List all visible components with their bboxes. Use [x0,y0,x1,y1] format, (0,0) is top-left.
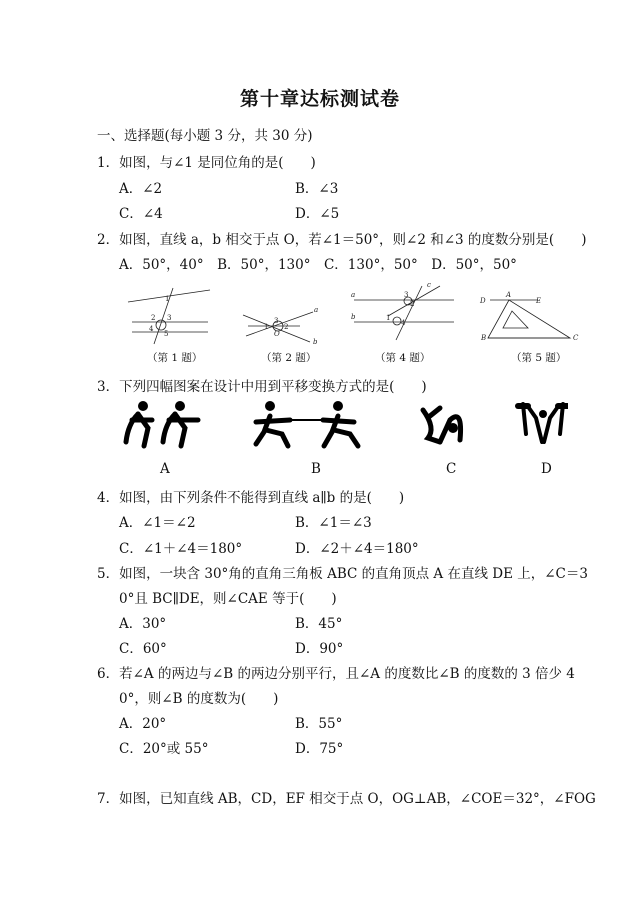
figure-1-label-4: 4 [149,325,154,333]
question-2-stem: 2．如图，直线 a，b 相交于点 O，若∠1＝50°，则∠2 和∠3 的度数分别是( ) [97,232,587,248]
question-6-option-d: D．75° [295,741,344,757]
figure-5-label-c: C [573,334,579,342]
figure-5-label-d: D [480,297,486,305]
figure-1-label-2: 2 [151,314,156,322]
figure-5-caption: （第 5 题） [511,352,567,364]
question-1-option-d: D．∠5 [295,206,340,222]
section-heading: 一、选择题(每小题 3 分，共 30 分) [97,128,313,144]
figure-2-label-3: 3 [274,317,279,325]
figure-1-label-5: 5 [164,330,169,338]
figure-4-label-2: 2 [410,300,415,308]
figures-row [118,280,588,350]
question-5-option-a: A．30° [119,616,167,632]
figure-2-caption: （第 2 题） [261,352,317,364]
figure-1-label-3: 3 [167,314,172,322]
figure-4-label-c: c [427,281,431,289]
figure-1-label-1: 1 [165,295,170,303]
figure-2-label-1: 1 [264,323,269,331]
figure-2-label-o: O [274,330,280,338]
figure-5-label-b: B [481,334,487,342]
pictogram-c-icon [423,408,461,442]
pictogram-b-icon [256,401,358,446]
question-4-option-a: A．∠1＝∠2 [119,515,196,531]
question-1-option-a: A．∠2 [119,181,163,197]
figure-4-label-1: 1 [386,314,391,322]
question-6-option-c: C．20°或 55° [119,741,209,757]
question-2-options: A．50°，40° B．50°，130° C．130°，50° D．50°，50° [119,257,517,273]
question-4-option-d: D．∠2＋∠4＝180° [295,541,419,557]
figure-5-label-a: A [506,291,512,299]
question-3-pictograms [118,398,568,456]
question-5-option-d: D．90° [295,641,344,657]
page-title: 第十章达标测试卷 [239,88,400,110]
figure-4-label-4: 4 [401,319,406,327]
question-1-stem: 1．如图，与∠1 是同位角的是( ) [97,155,316,171]
pictogram-label-a: A [160,461,170,477]
question-3-stem: 3．下列四幅图案在设计中用到平移变换方式的是( ) [97,379,427,395]
pictogram-label-b: B [311,461,321,477]
figure-2-label-b: b [313,338,318,346]
question-4-stem: 4．如图，由下列条件不能得到直线 a∥b 的是( ) [97,490,405,506]
question-6-stem-line-1: 6．若∠A 的两边与∠B 的两边分别平行，且∠A 的度数比∠B 的度数的 3 倍少 4 [97,666,575,682]
figure-4-label-b: b [351,313,356,321]
question-5-stem-line-2: 0°且 BC∥DE，则∠CAE 等于( ) [119,591,337,607]
figure-4-caption: （第 4 题） [375,352,431,364]
question-6-stem-line-2: 0°，则∠B 的度数为( ) [119,691,279,707]
figure-5-diagram [488,300,570,338]
pictogram-label-d: D [541,461,552,477]
question-5-option-b: B．45° [295,616,343,632]
figure-2-label-a: a [314,306,319,314]
question-6-option-a: A．20° [119,716,167,732]
figure-2-label-2: 2 [284,323,289,331]
pictogram-label-c: C [446,461,457,477]
question-5-stem-line-1: 5．如图，一块含 30°角的直角三角板 ABC 的直角顶点 A 在直线 DE 上，∠C＝3 [97,566,588,582]
pictogram-d-icon [518,404,568,442]
question-7-stem: 7．如图，已知直线 AB，CD，EF 相交于点 O，OG⊥AB，∠COE＝32°，∠FOG [97,791,596,807]
question-4-option-b: B．∠1＝∠3 [295,515,372,531]
question-4-option-c: C．∠1＋∠4＝180° [119,541,243,557]
figure-5-label-e: E [536,297,542,305]
figure-4-label-3: 3 [404,291,409,299]
pictogram-a-icon [126,401,198,446]
question-1-option-b: B．∠3 [295,181,339,197]
question-6-option-b: B．55° [295,716,343,732]
figure-4-label-a: a [351,291,356,299]
figure-1-caption: （第 1 题） [147,352,203,364]
question-1-option-c: C．∠4 [119,206,163,222]
question-5-option-c: C．60° [119,641,167,657]
